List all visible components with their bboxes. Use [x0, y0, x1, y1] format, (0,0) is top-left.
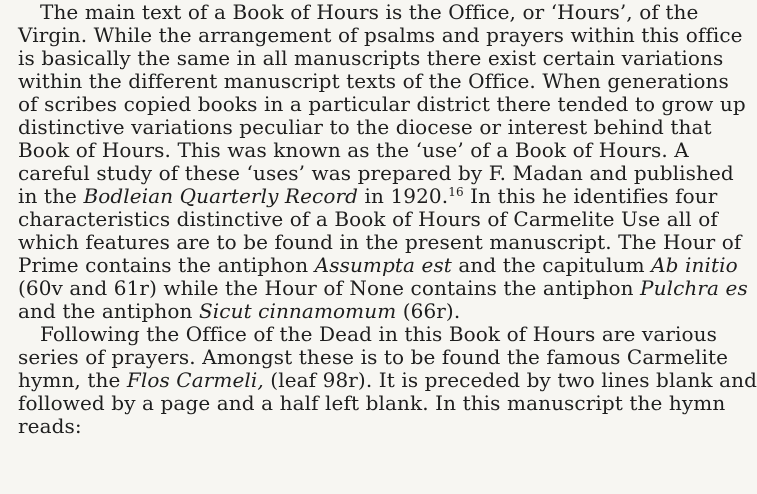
text-line: is basically the same in all manuscripts there exist certain variations [18, 46, 724, 70]
antiphon-title: Assumpta est [314, 253, 452, 277]
text-run: (66r). [396, 299, 461, 323]
text-line [18, 300, 694, 323]
paragraph-flos-carmeli [18, 322, 757, 438]
journal-title: Bodleian Quarterly Record [83, 184, 359, 208]
text-line: Virgin. While the arrangement of psalms and prayers within this office [18, 23, 743, 47]
text-line: series of prayers. Amongst these is to be found the famous Carmelite [18, 345, 729, 369]
text-line: characteristics distinctive of a Book of Hours of Carmelite Use all of [18, 207, 718, 231]
text-run: in 1920. [358, 184, 449, 208]
text-run: and the antiphon [18, 299, 199, 323]
text-run: in the [18, 184, 84, 208]
text-line: Book of Hours. This was known as the ‘use’ of a Book of Hours. A [18, 138, 689, 162]
hymn-title: Flos Carmeli, [126, 368, 264, 392]
footnote-marker[interactable]: 16 [448, 185, 464, 199]
text-line: reads: [18, 414, 82, 438]
paragraph-book-of-hours-use [18, 0, 748, 323]
text-line: careful study of these ‘uses’ was prepared by F. Madan and published [18, 161, 734, 185]
antiphon-title: Pulchra es [640, 276, 748, 300]
text-line [18, 253, 738, 277]
text-run: hymn, the [18, 368, 127, 392]
text-run: In this he identifies four [463, 184, 718, 208]
text-line [18, 184, 718, 208]
text-run: (60v and 61r) while the Hour of None contains the antiphon [18, 276, 641, 300]
text-run: and the capitulum [451, 253, 652, 277]
text-line: Following the Office of the Dead in this Book of Hours are various [40, 322, 717, 346]
text-line [18, 368, 757, 392]
text-run: Prime contains the antiphon [18, 253, 315, 277]
capitulum-title: Ab initio [651, 253, 738, 277]
text-line: distinctive variations peculiar to the diocese or interest behind that [18, 115, 712, 139]
text-line: which features are to be found in the present manuscript. The Hour of [18, 230, 742, 254]
text-line: The main text of a Book of Hours is the Office, or ‘Hours’, of the [40, 0, 699, 24]
text-line: within the different manuscript texts of the Office. When generations [18, 69, 729, 93]
text-line: of scribes copied books in a particular district there tended to grow up [18, 92, 746, 116]
antiphon-title: Sicut cinnamomum [198, 299, 397, 323]
text-line: followed by a page and a half left blank. In this manuscript the hymn [18, 391, 726, 415]
text-run: (leaf 98r). It is preceded by two lines blank and [263, 368, 757, 392]
text-line [18, 276, 748, 300]
